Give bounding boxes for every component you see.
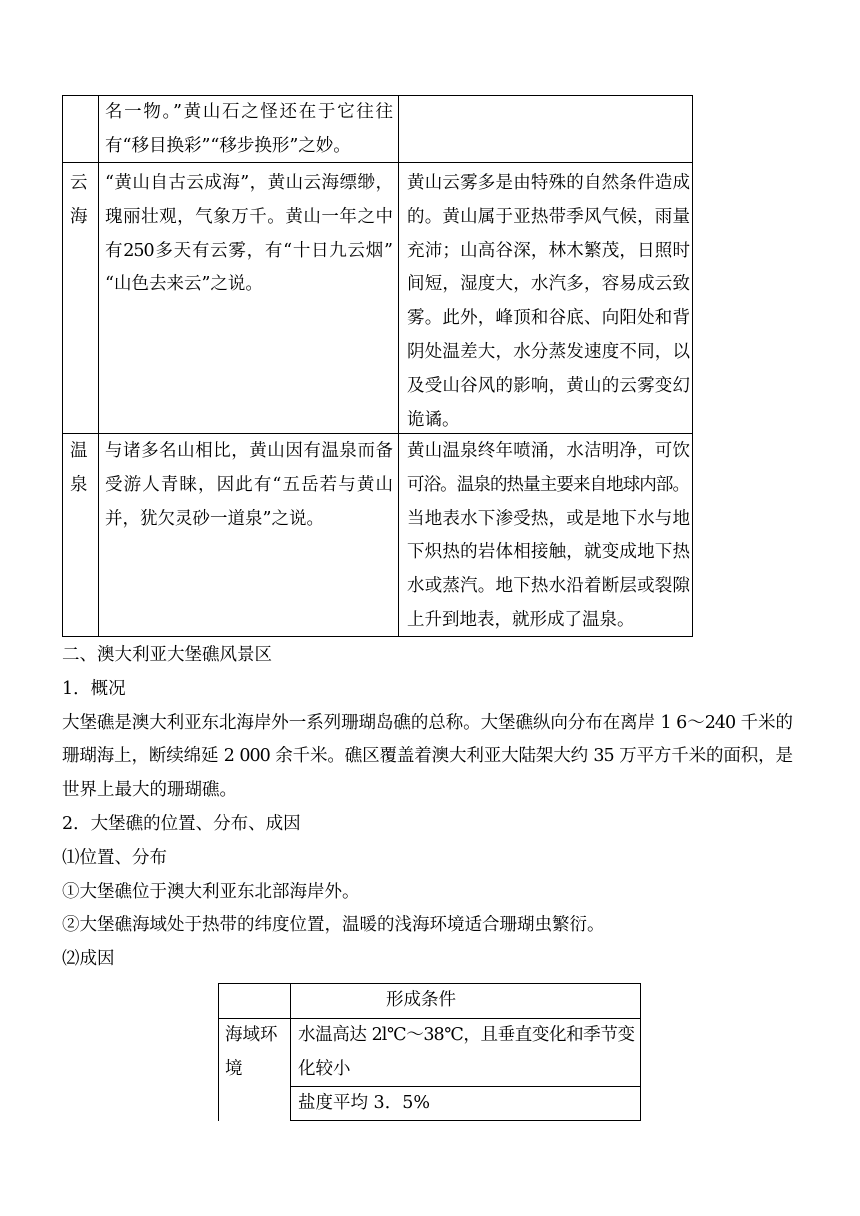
text-line: 水或蒸汽。地下热水沿着断层或裂隙 (407, 576, 689, 597)
text-line: 名一物。”黄山石之怪还在于它往往 (105, 102, 392, 122)
row2-explanation-cell (399, 163, 693, 434)
text-line: 化较小 (298, 1058, 351, 1079)
overview-heading: 1．概况 (62, 678, 126, 699)
row1-explanation-cell (399, 96, 693, 163)
text-line: 雾。此外，峰顶和谷底、向阳处和背 (407, 308, 689, 329)
text-line: 并，犹欠灵砂一道泉”之说。 (105, 508, 324, 529)
header-conditions-label: 形成条件 (291, 984, 641, 1019)
text-line: “黄山自古云成海”，黄山云海缥缈， (105, 173, 392, 193)
formation-heading: 2．大堡礁的位置、分布、成因 (62, 813, 301, 834)
condition-cell-salinity (291, 1087, 641, 1121)
huangshan-scenery-table (62, 95, 693, 637)
overview-paragraph (62, 707, 792, 808)
text-line: 上升到地表，就形成了温泉。 (407, 609, 635, 630)
category-cell-marine-environment: 海域环境 (219, 1019, 291, 1121)
text-line: “山色去来云”之说。 (105, 274, 263, 295)
text-line: 诡谲。 (407, 409, 460, 430)
text-line: 间短，湿度大，水汽多，容易成云致 (407, 274, 689, 295)
causes-heading: ⑵成因 (62, 949, 115, 970)
great-barrier-reef-section (62, 639, 792, 977)
text-line: 与诸多名山相比，黄山因有温泉而备 (105, 441, 392, 461)
formation-conditions-table (218, 983, 641, 1121)
text-line: 受游人青睐，因此有“五岳若与黄山 (105, 474, 392, 495)
text-line: 有“移目换彩”“移步换形”之妙。 (105, 135, 351, 156)
row2-feature-cell: 云海 (63, 163, 99, 434)
section-heading: 二、澳大利亚大堡礁风景区 (62, 645, 272, 665)
row1-description-cell (99, 96, 399, 163)
row3-feature-cell: 温泉 (63, 434, 99, 637)
location-point-1: ①大堡礁位于澳大利亚东北部海岸外。 (62, 881, 360, 902)
location-point-2: ②大堡礁海域处于热带的纬度位置，温暖的浅海环境适合珊瑚虫繁衍。 (62, 915, 605, 936)
row3-explanation-cell (399, 434, 693, 637)
text-line: 黄山云雾多是由特殊的自然条件造成 (407, 173, 689, 193)
text-line: 盐度平均 3．5% (298, 1093, 430, 1113)
text-line: 当地表水下渗受热，或是地下水与地 (407, 508, 689, 529)
text-line: 下炽热的岩体相接触，就变成地下热 (407, 542, 689, 563)
condition-cell-water-temperature (291, 1019, 641, 1087)
text-line: 大堡礁是澳大利亚东北海岸外一系列珊瑚岛礁的总称。大堡礁纵向分布在离岸 1 6～240 千米的 (62, 712, 792, 733)
text-line: 有250多天有云雾，有“十日九云烟” (105, 240, 392, 261)
row2-description-cell (99, 163, 399, 434)
text-line: 充沛；山高谷深，林木繁茂，日照时 (407, 240, 689, 261)
text-line: 世界上最大的珊瑚礁。 (62, 780, 237, 801)
text-line: 及受山谷风的影响，黄山的云雾变幻 (407, 375, 689, 396)
text-line: 水温高达 2l℃～38℃，且垂直变化和季节变 (298, 1025, 634, 1045)
text-line: 珊瑚海上，断续绵延 2 000 余千米。礁区覆盖着澳大利亚大陆架大约 35 万平方千米的面积，是 (62, 746, 792, 767)
row1-feature-cell (63, 96, 99, 163)
header-blank-cell (219, 984, 291, 1019)
location-heading: ⑴位置、分布 (62, 847, 167, 868)
text-line: 可浴。温泉的热量主要来自地球内部。 (407, 474, 689, 495)
text-line: 黄山温泉终年喷涌，水洁明净，可饮 (407, 441, 689, 461)
text-line: 阴处温差大，水分蒸发速度不同，以 (407, 341, 689, 362)
row3-description-cell (99, 434, 399, 637)
text-line: 的。黄山属于亚热带季风气候，雨量 (407, 206, 689, 227)
text-line: 瑰丽壮观，气象万千。黄山一年之中 (105, 206, 392, 227)
